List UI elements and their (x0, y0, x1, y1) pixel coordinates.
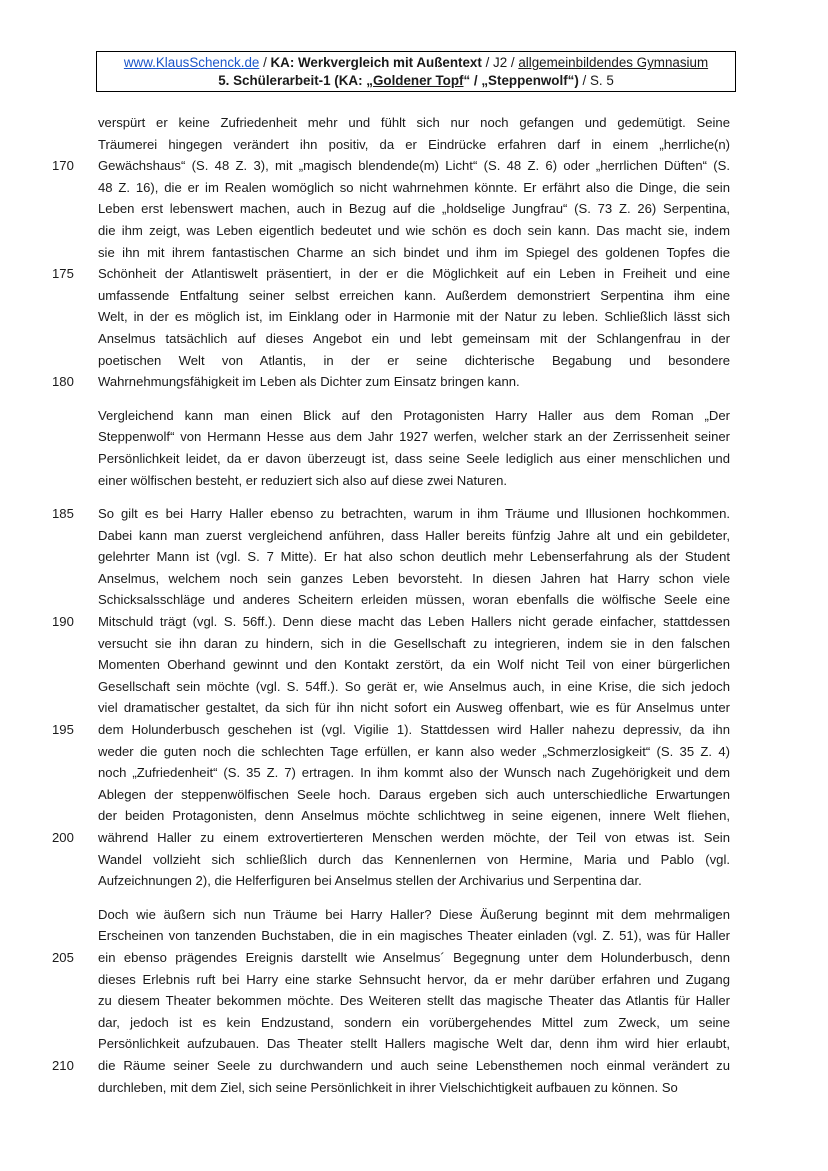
paragraph (0, 503, 828, 892)
line-text: Aufzeichnungen 2), die Helferfiguren bei Anselmus stellen der Archivarius und Serpentina dar. (98, 873, 642, 889)
line-text: der beiden Protagonisten, denn Anselmus möchte schlichtweg in seine eigenen, innere Welt fliehen, (98, 808, 730, 824)
site-link[interactable]: www.KlausSchenck.de (123, 55, 260, 70)
line-text: noch „Zufriedenheit“ (S. 35 Z. 7) ertragen. In ihm kommt also der Wunsch nach Zugehörigkeit und dem (98, 765, 730, 781)
exam-title-prefix: 5. Schülerarbeit-1 (KA: „ (218, 73, 373, 88)
line-text: während Haller zu einem extrovertierteren Menschen werden möchte, der Teil von etwas ist. Sein (98, 830, 730, 845)
text-line (0, 719, 828, 741)
text-line (0, 405, 828, 427)
text-line (0, 1012, 828, 1034)
text-line (0, 947, 828, 969)
text-line (0, 589, 828, 611)
line-text: Mitschuld trägt (vgl. S. 56ff.). Denn diese macht das Leben Hallers nicht gerade einfacher, stattdessen (98, 614, 730, 630)
line-number: 180 (52, 374, 74, 390)
line-text: Träumerei hingegen verändert ihn positiv, da er Eindrücke erfahren darf in einem „herrliche(n) (98, 136, 730, 152)
text-line (0, 306, 828, 328)
line-text: Erscheinen von tanzenden Buchstaben, die in ein magisches Theater einladen (vgl. Z. 51), was für Haller (98, 928, 730, 944)
line-text: Ablegen der steppenwölfischen Seele hoch. Daraus ergeben sich auch unterschiedliche Erwartungen (98, 786, 730, 802)
line-text: gelehrter Mann ist (vgl. S. 7 Mitte). Er hat also schon deutlich mehr Lebenserfahrung als der Student (98, 549, 730, 565)
line-number: 195 (52, 722, 74, 738)
line-text: zu diesem Theater bekommen möchte. Des Weiteren stellt das magische Theater das Atlantis für Haller (98, 993, 730, 1009)
line-text: dem Holunderbusch geschehen ist (vgl. Vigilie 1). Stattdessen wird Haller nahezu depressiv, da ihn (98, 722, 730, 738)
line-text: Steppenwolf“ von Hermann Hesse aus dem Jahr 1927 werfen, welcher stark an der Zerrissenheit seiner (98, 429, 730, 445)
line-text: weder die guten noch die schlechten Tage erfüllen, er kann also weder „Schmerzlosigkeit“ (S. 35 Z. 4) (98, 743, 730, 759)
text-line (0, 1077, 828, 1099)
text-line (0, 426, 828, 448)
line-text: Vergleichend kann man einen Blick auf den Protagonisten Harry Haller aus dem Roman „Der (98, 407, 730, 423)
line-text: poetischen Welt von Atlantis, in der er seine dichterische Begabung und besondere (98, 352, 730, 368)
text-line (0, 827, 828, 849)
line-text: Persönlichkeit leidet, da er davon überzeugt ist, dass seine Seele lediglich aus einer menschlichen und (98, 450, 730, 466)
line-text: Schicksalsschläge und anderes Scheitern erleiden müssen, woran ebenfalls die wölfische Seele eine (98, 592, 730, 608)
text-line (0, 805, 828, 827)
line-number: 205 (52, 949, 74, 965)
line-text: umfassende Entfaltung seiner selbst erreichen kann. Außerdem demonstriert Serpentina ihm eine (98, 287, 730, 303)
exam-type-label: KA: Werkvergleich mit Außentext (270, 55, 482, 70)
line-number: 175 (52, 266, 74, 282)
line-text: einer wölfischen besteht, er reduziert sich also auf diese zwei Naturen. (98, 472, 508, 488)
paragraph (0, 405, 828, 491)
line-text: Gesellschaft sein möchte (vgl. S. 54ff.). So gerät er, wie Anselmus auch, in eine Krise, die sich jedoch (98, 678, 730, 694)
header-line-2 (97, 72, 735, 90)
line-number: 185 (52, 506, 74, 522)
text-line (0, 155, 828, 177)
line-number: 200 (52, 830, 74, 845)
text-line (0, 285, 828, 307)
line-text: 48 Z. 16), die er im Realen womöglich so nicht wahrnehmen könnte. Er erfährt also die Dinge, die sein (98, 179, 730, 195)
line-text: durchleben, mit dem Ziel, sich seine Persönlichkeit in ihrer Vielschichtigkeit aufbauen zu können. So (98, 1079, 678, 1095)
line-text: die Räume seiner Seele zu durchwandern und auch seine Lebensthemen noch einmal verändert zu (98, 1057, 730, 1073)
text-line (0, 112, 828, 134)
text-line (0, 676, 828, 698)
text-line (0, 849, 828, 871)
text-line (0, 470, 828, 492)
document-body (0, 112, 828, 1110)
text-line (0, 177, 828, 199)
line-text: Gewächshaus“ (S. 48 Z. 3), mit „magisch blendende(m) Licht“ (S. 48 Z. 6) oder „herrlichen Düften“ (S. (98, 158, 730, 174)
line-text: Anselmus, welchem noch sein ganzes Leben bevorsteht. In diesen Jahren hat Harry schon viele (98, 570, 730, 586)
page-number-label: / S. 5 (578, 73, 614, 88)
header-grade: / J2 / (481, 55, 519, 70)
text-line (0, 762, 828, 784)
text-line (0, 969, 828, 991)
school-type-label: allgemeinbildendes Gymnasium (518, 55, 709, 70)
line-number: 170 (52, 158, 74, 174)
text-line (0, 371, 828, 393)
text-line (0, 198, 828, 220)
line-text: viel dramatischer gestaltet, da sich für ihn nicht sofort ein Ausweg offenbart, wie es für Anselmus unter (98, 700, 730, 716)
text-line (0, 242, 828, 264)
text-line (0, 697, 828, 719)
line-text: Schönheit der Atlantiswelt präsentiert, in der er die Möglichkeit auf ein Leben in Freiheit und eine (98, 266, 730, 282)
line-text: dieses Erlebnis ruft bei Harry eine starke Sehnsucht hervor, da er mehr darüber erfahren und Zugang (98, 971, 730, 987)
line-text: So gilt es bei Harry Haller ebenso zu betrachten, warum in ihm Träume und Illusionen hochkommen. (98, 506, 730, 522)
header-line-1 (97, 54, 735, 72)
line-number: 190 (52, 614, 74, 630)
text-line (0, 220, 828, 242)
text-line (0, 784, 828, 806)
line-text: Dabei kann man zuerst vergleichend anführen, dass Haller bereits fünfzig Jahre alt und ein gebildeter, (98, 527, 730, 543)
text-line (0, 568, 828, 590)
line-text: Wandel vollzieht sich schließlich durch das Kennenlernen von Hermine, Maria und Pablo (vgl. (98, 851, 730, 867)
text-line (0, 134, 828, 156)
text-line (0, 328, 828, 350)
work-title-goldener-topf: Goldener Topf (372, 73, 464, 88)
line-text: Leben erst lebenswert machen, auch in Bezug auf die „holdselige Jungfrau“ (S. 73 Z. 26) Serpentina, (98, 201, 730, 217)
text-line (0, 448, 828, 470)
line-text: versucht sie ihn daran zu hindern, sich in die Gesellschaft zu integrieren, indem sie in den falschen (98, 635, 730, 651)
line-text: Anselmus tatsächlich auf dieses Angebot ein und lebt gemeinsam mit der Schlangenfrau in der (98, 330, 730, 346)
text-line (0, 654, 828, 676)
header-separator: / (259, 55, 271, 70)
line-text: sie ihn mit ihrem fantastischen Charme an sich bindet und ihm im Spiegel des goldenen Topfes die (98, 244, 730, 260)
text-line (0, 1033, 828, 1055)
text-line (0, 990, 828, 1012)
line-text: Persönlichkeit aufzubauen. Das Theater stellt Hallers magische Welt dar, denn ihm wird hier erlaubt, (98, 1036, 730, 1052)
text-line (0, 503, 828, 525)
line-text: dar, jedoch ist es kein Endzustand, sondern ein vorübergehendes Mittel zum Zweck, um seine (98, 1014, 730, 1030)
line-text: Welt, in der es möglich ist, im Einklang oder in Harmonie mit der Natur zu leben. Schließlich lässt sich (98, 309, 730, 325)
text-line (0, 925, 828, 947)
page-header-box (96, 51, 736, 92)
text-line (0, 263, 828, 285)
line-text: Doch wie äußern sich nun Träume bei Harry Haller? Diese Äußerung beginnt mit dem mehrmaligen (98, 906, 730, 922)
paragraph (0, 112, 828, 393)
text-line (0, 546, 828, 568)
exam-title-suffix: “ / „Steppenwolf“) (463, 73, 579, 88)
text-line (0, 904, 828, 926)
line-text: verspürt er keine Zufriedenheit mehr und fühlt sich nur noch gefangen und gedemütigt. Seine (98, 115, 730, 130)
text-line (0, 350, 828, 372)
paragraph (0, 904, 828, 1098)
line-text: Wahrnehmungsfähigkeit im Leben als Dichter zum Einsatz bringen kann. (98, 374, 520, 390)
text-line (0, 1055, 828, 1077)
text-line (0, 870, 828, 892)
text-line (0, 611, 828, 633)
text-line (0, 525, 828, 547)
text-line (0, 633, 828, 655)
line-text: ein ebenso prägendes Ereignis darstellt wie Anselmus´ Begegnung unter dem Holunderbusch, denn (98, 949, 730, 965)
line-text: Momenten Oberhand gewinnt und den Kontakt zerstört, da ein Wolf nicht Teil von einer bürgerlichen (98, 657, 730, 673)
line-number: 210 (52, 1057, 74, 1073)
line-text: die ihm zeigt, was Leben eigentlich bedeutet und wie schön es doch sein kann. Das macht sie, indem (98, 222, 730, 238)
text-line (0, 741, 828, 763)
